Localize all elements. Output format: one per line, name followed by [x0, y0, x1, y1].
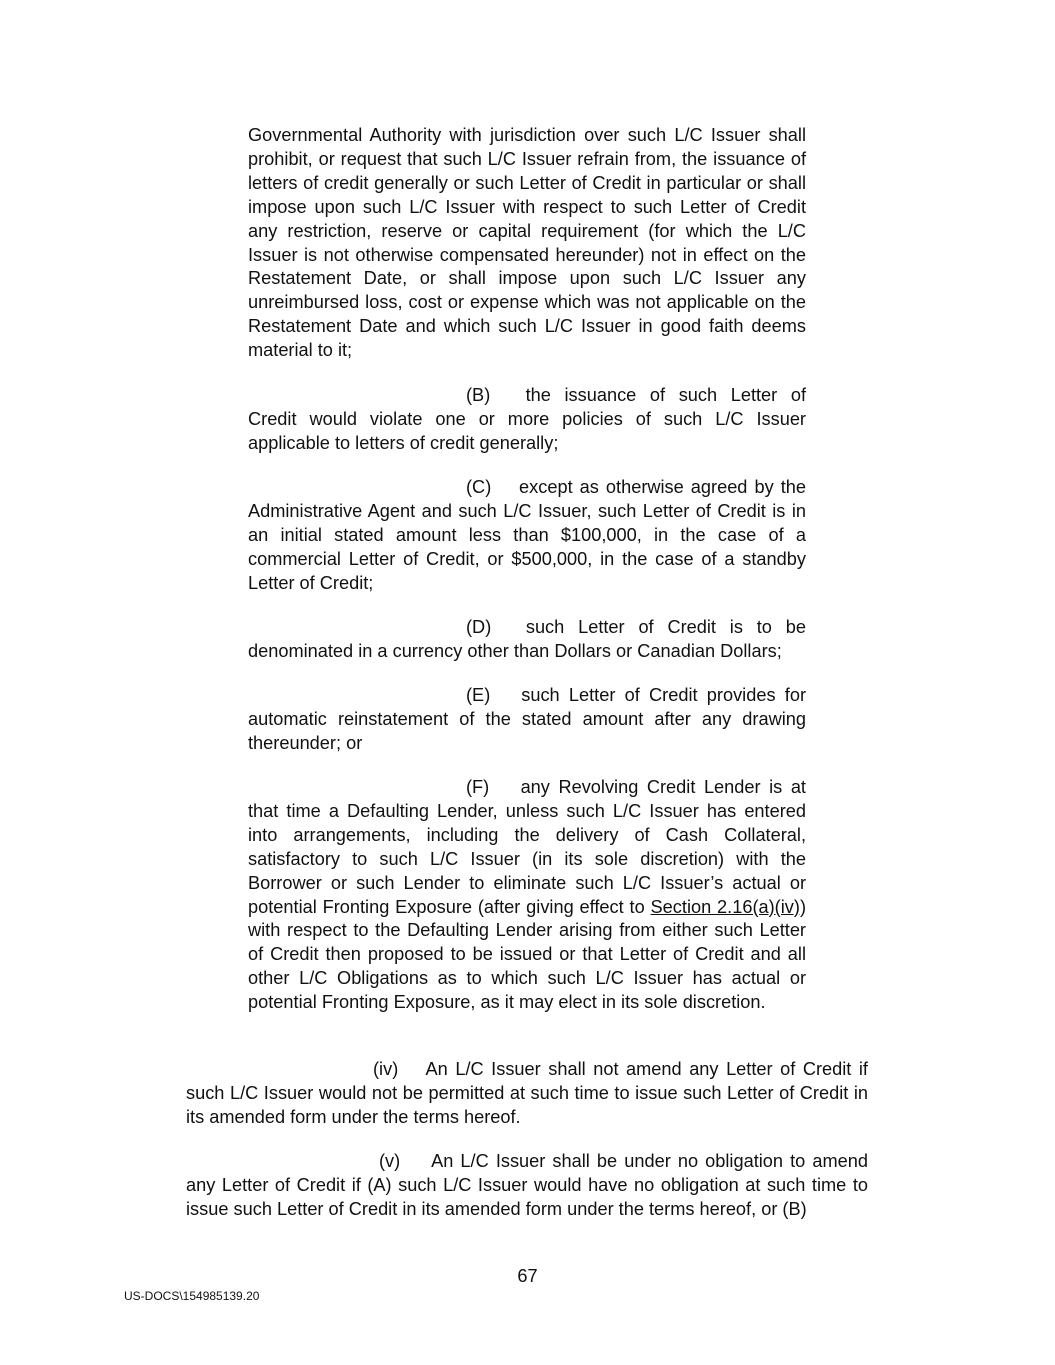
clause-f-text-before: any Revolving Credit Lender is at that time a Defaulting Lender, unless such L/C Issuer has entered into arrangements, including the delivery of Cash Collateral, satisfactory to such L/C Issuer (in its sole discretion) with the Borrower or such Lender to eliminate such L/C Issuer’s actual or potential Fronting Exposure (after giving effect to — [248, 777, 806, 917]
clause-f-label: (F) — [466, 777, 490, 797]
paragraph-continuation-text: Governmental Authority with jurisdiction over such L/C Issuer shall prohibit, or request that such L/C Issuer refrain from, the issuance of letters of credit generally or such Letter of Credit in particular or shall impose upon such L/C Issuer with respect to such Letter of Credit any restriction, reserve or capital requirement (for which the L/C Issuer is not otherwise compensated hereunder) not in effect on the Restatement Date, or shall impose upon such L/C Issuer any unreimbursed loss, cost or expense which was not applicable on the Restatement Date and which such L/C Issuer in good faith deems material to it; — [248, 125, 806, 361]
clause-b — [248, 384, 806, 456]
document-id: US-DOCS\154985139.20 — [124, 1289, 260, 1303]
clause-iv-text: An L/C Issuer shall not amend any Letter of Credit if such L/C Issuer would not be permitted at such time to issue such Letter of Credit in its amended form under the terms hereof. — [186, 1059, 868, 1127]
clause-v — [186, 1150, 868, 1222]
page-number: 67 — [517, 1266, 538, 1286]
clause-b-label: (B) — [466, 385, 491, 405]
clause-iv — [186, 1058, 868, 1130]
clause-f-text-after: ) with respect to the Defaulting Lender arising from either such Letter of Credit then proposed to be issued or that Letter of Credit and all other L/C Obligations as to which such L/C Issuer has actual or potential Fronting Exposure, as it may elect in its sole discretion. — [248, 896, 806, 1013]
paragraph-continuation — [248, 124, 806, 363]
clause-f — [248, 776, 806, 1015]
clause-iv-label: (iv) — [373, 1059, 399, 1079]
clause-c — [248, 476, 806, 596]
clause-e-text: such Letter of Credit provides for automatic reinstatement of the stated amount after any drawing thereunder; or — [248, 685, 807, 753]
clause-d-text: such Letter of Credit is to be denominated in a currency other than Dollars or Canadian Dollars; — [248, 617, 806, 661]
clause-v-text: An L/C Issuer shall be under no obligation to amend any Letter of Credit if (A) such L/C Issuer would have no obligation at such time to issue such Letter of Credit in its amended form under the terms hereof, or (B) — [186, 1151, 868, 1219]
section-reference-link: Section 2.16(a)(iv) — [650, 896, 800, 917]
clause-c-label: (C) — [466, 477, 492, 497]
clause-d-label: (D) — [466, 617, 492, 637]
clause-b-text: the issuance of such Letter of Credit would violate one or more policies of such L/C Issuer applicable to letters of credit generally; — [248, 385, 807, 453]
clause-e-label: (E) — [466, 685, 491, 705]
clause-c-text: except as otherwise agreed by the Administrative Agent and such L/C Issuer, such Letter of Credit is in an initial stated amount less than $100,000, in the case of a commercial Letter of Credit, or $500,000, in the case of a standby Letter of Credit; — [248, 477, 806, 593]
clause-d — [248, 616, 806, 664]
clause-e — [248, 684, 806, 756]
clause-v-label: (v) — [379, 1151, 401, 1171]
